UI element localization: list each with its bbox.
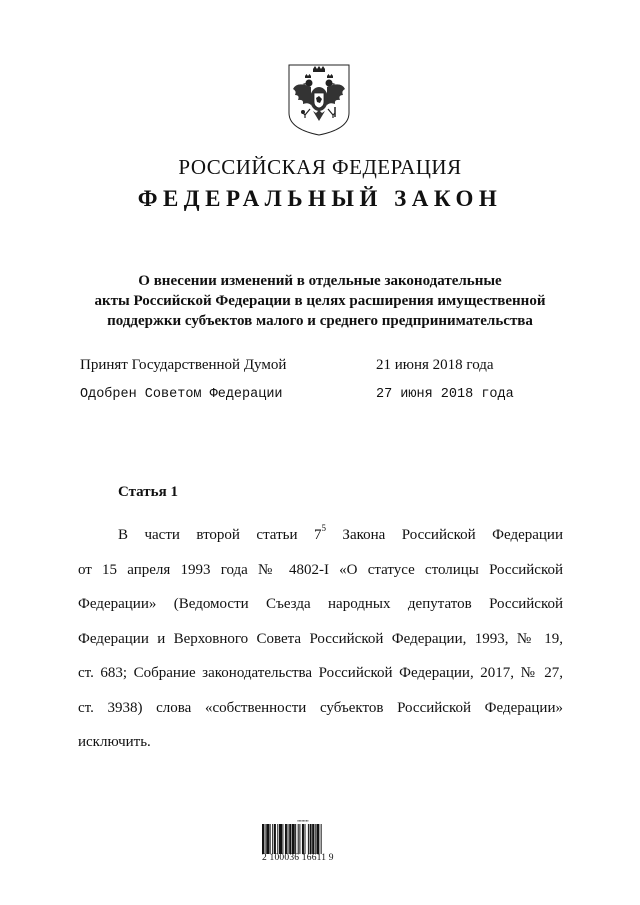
law-title-line: О внесении изменений в отдельные законодательные bbox=[138, 273, 502, 289]
barcode-bar bbox=[265, 824, 266, 854]
barcode-bar bbox=[274, 824, 276, 854]
barcode-bar bbox=[282, 824, 283, 854]
barcode-bar bbox=[305, 824, 306, 854]
article-body-line: Федерации» (Ведомости Съезда народных депутатов Российской bbox=[78, 596, 563, 612]
barcode-bar bbox=[285, 824, 287, 854]
article-body-line: Федерации и Верховного Совета Российской Федерации, 1993, № 19, bbox=[78, 630, 563, 647]
barcode-bar bbox=[262, 824, 264, 854]
article-body-line: ст. 3938) слова «собственности субъектов Российской Федерации» bbox=[78, 699, 563, 716]
article-body-line: ст. 683; Собрание законодательства Российской Федерации, 2017, № 27, bbox=[78, 665, 563, 681]
law-title-line: акты Российской Федерации в целях расширения имущественной bbox=[94, 293, 546, 309]
article-heading: Статья 1 bbox=[118, 484, 178, 500]
barcode-bar bbox=[272, 824, 273, 854]
barcode-bar bbox=[292, 824, 295, 854]
article-body-line: исключить. bbox=[78, 734, 151, 750]
barcode-bar bbox=[302, 824, 304, 854]
article-text-part: В части второй статьи 7 bbox=[118, 527, 322, 543]
barcode-bar bbox=[277, 824, 278, 854]
barcode-bar bbox=[299, 824, 300, 854]
barcode-bar bbox=[295, 824, 296, 854]
barcode-bar bbox=[279, 824, 282, 854]
law-title bbox=[90, 271, 550, 331]
barcode-bar bbox=[288, 824, 289, 854]
approved-date: 27 июня 2018 года bbox=[376, 387, 514, 402]
article-body bbox=[78, 518, 563, 760]
barcode-bars bbox=[262, 824, 344, 854]
law-title-line: поддержки субъектов малого и среднего предпринимательства bbox=[107, 313, 533, 329]
barcode-bar bbox=[270, 824, 271, 854]
barcode-bar bbox=[266, 824, 269, 854]
adopted-date: 21 июня 2018 года bbox=[376, 357, 494, 373]
barcode-bar bbox=[310, 824, 312, 854]
document-type: ФЕДЕРАЛЬНЫЙ ЗАКОН bbox=[137, 186, 503, 211]
barcode-bar bbox=[298, 824, 299, 854]
country-name: РОССИЙСКАЯ ФЕДЕРАЦИЯ bbox=[178, 155, 462, 179]
superscript: 5 bbox=[321, 523, 326, 533]
approved-label: Одобрен Советом Федерации bbox=[80, 387, 283, 402]
barcode-bar bbox=[289, 824, 291, 854]
barcode-bar bbox=[312, 824, 314, 854]
barcode-bar bbox=[316, 824, 319, 854]
barcode-bar bbox=[315, 824, 316, 854]
article-body-line bbox=[78, 518, 563, 553]
barcode-caption-mark: ▪▪▪▪▪▪▪▪ bbox=[297, 818, 309, 823]
double-headed-eagle-icon bbox=[287, 63, 351, 137]
adopted-label: Принят Государственной Думой bbox=[80, 357, 287, 373]
barcode-bar bbox=[321, 824, 322, 854]
barcode-bar bbox=[308, 824, 309, 854]
article-text-part: Закона Российской Федерации bbox=[325, 527, 563, 543]
article-body-line: от 15 апреля 1993 года № 4802-I «О статусе столицы Российской bbox=[78, 561, 563, 578]
barcode-number: 2 100036 16611 9 bbox=[262, 853, 334, 863]
